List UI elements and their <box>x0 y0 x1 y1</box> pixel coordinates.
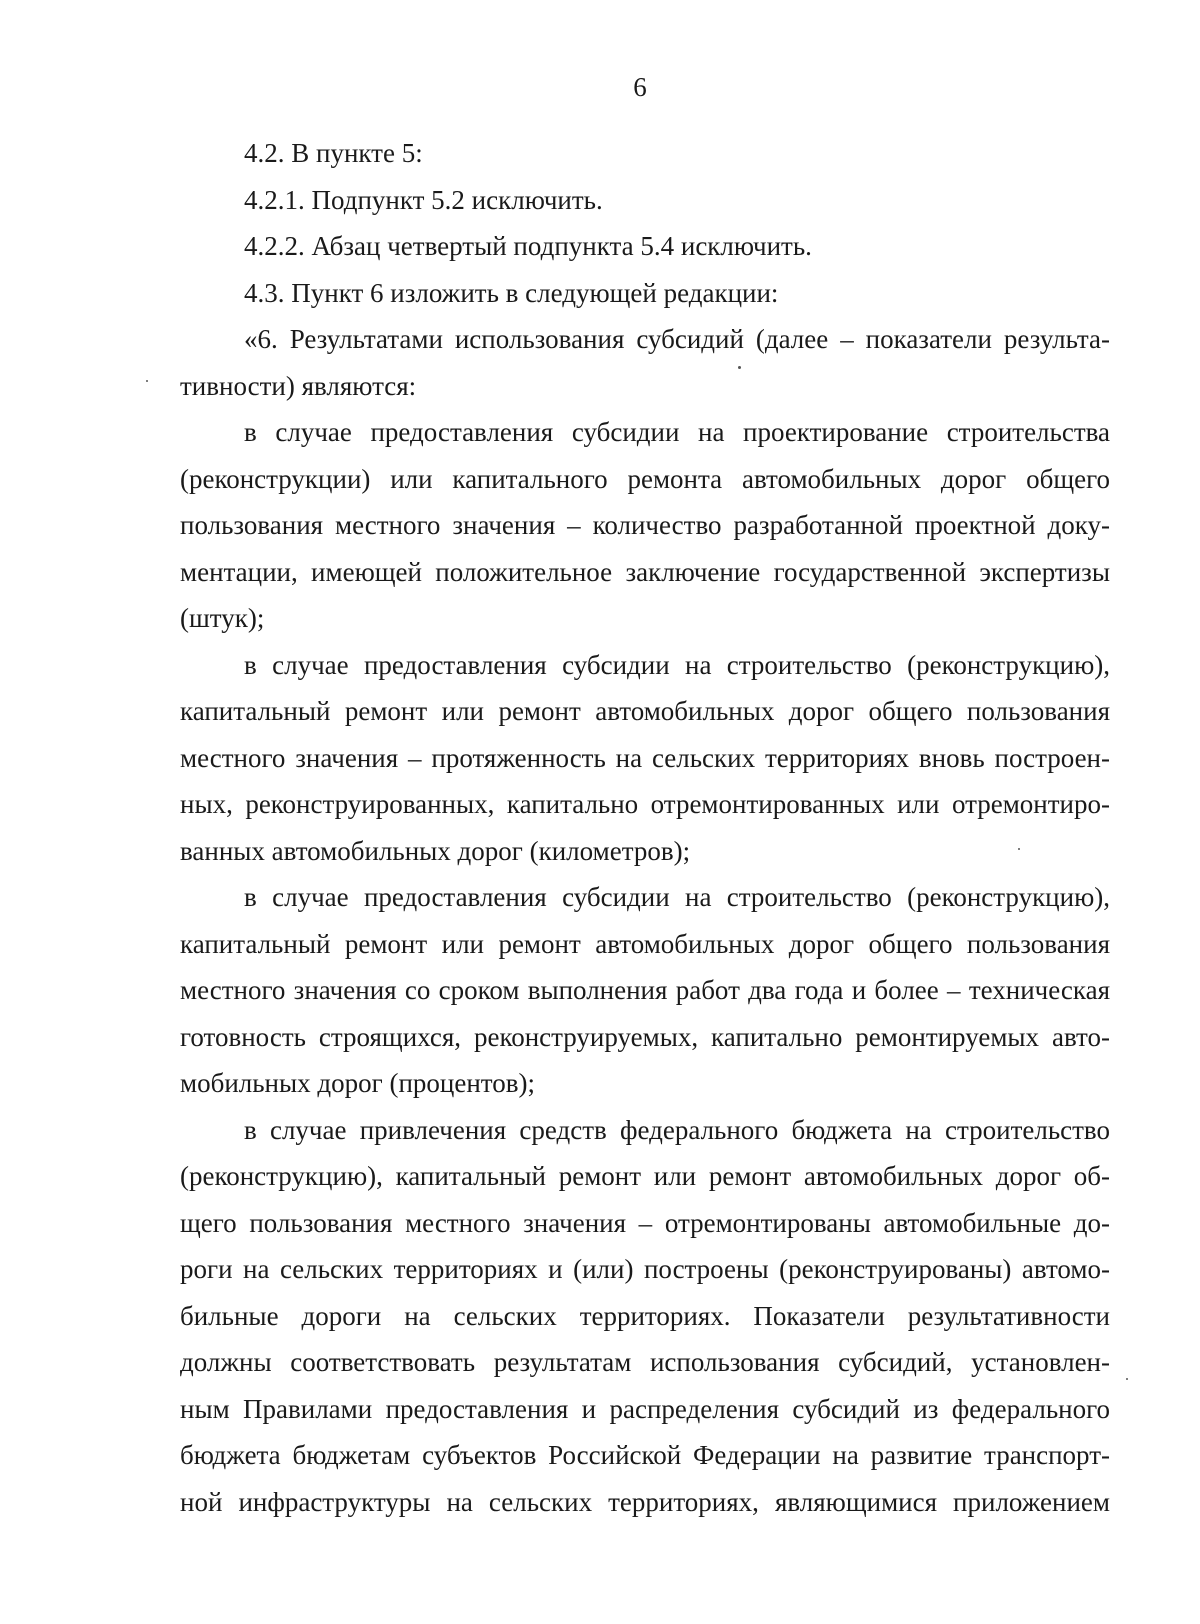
paragraph-4-2-1 <box>180 177 1110 224</box>
text-line: ным Правилами предоставления и распределения субсидий из федерального <box>180 1393 1110 1424</box>
scan-speck <box>1126 1378 1128 1380</box>
text-line: местного значения – протяженность на сельских территориях вновь построен- <box>180 742 1110 773</box>
text-line: в случае предоставления субсидии на строительство (реконструкцию), <box>244 649 1110 680</box>
text-line: в случае привлечения средств федерального бюджета на строительство <box>244 1114 1110 1145</box>
text-line: бильные дороги на сельских территориях. Показатели результативности <box>180 1300 1110 1331</box>
text-line: мобильных дорог (процентов); <box>180 1068 535 1098</box>
paragraph-construction-length-case <box>180 642 1110 875</box>
paragraph-technical-readiness-case <box>180 874 1110 1107</box>
paragraph-4-2-2 <box>180 223 1110 270</box>
paragraph-federal-budget-case <box>180 1107 1110 1526</box>
text-line: бюджета бюджетам субъектов Российской Федерации на развитие транспорт- <box>180 1440 1110 1470</box>
text-line: (реконструкцию), капитальный ремонт или ремонт автомобильных дорог об- <box>180 1161 1110 1191</box>
paragraph-design-case <box>180 409 1110 642</box>
text-line: местного значения со сроком выполнения работ два года и более – техническая <box>180 975 1110 1005</box>
scan-speck <box>1018 848 1020 850</box>
text-line: ванных автомобильных дорог (километров); <box>180 835 691 866</box>
paragraph-clause-6-intro <box>180 316 1110 409</box>
page-number: 6 <box>633 72 647 102</box>
text-line: 4.2. В пункте 5: <box>244 138 423 168</box>
text-line: (реконструкции) или капитального ремонта автомобильных дорог общего <box>180 463 1110 494</box>
text-line: тивности) являются: <box>180 370 417 401</box>
document-body <box>180 130 1110 1525</box>
paragraph-4-3 <box>180 270 1110 317</box>
scan-speck <box>738 366 741 369</box>
text-line: ной инфраструктуры на сельских территориях, являющимися приложением <box>180 1486 1110 1517</box>
text-line: щего пользования местного значения – отремонтированы автомобильные до- <box>180 1207 1110 1238</box>
text-line: капитальный ремонт или ремонт автомобильных дорог общего пользования <box>180 928 1110 959</box>
text-line: должны соответствовать результатам использования субсидий, установлен- <box>180 1347 1110 1377</box>
scan-speck <box>146 380 148 382</box>
text-line: 4.3. Пункт 6 изложить в следующей редакции: <box>244 277 779 308</box>
text-line: «6. Результатами использования субсидий (далее – показатели результа- <box>244 324 1110 354</box>
text-line: (штук); <box>180 603 265 633</box>
text-line: пользования местного значения – количество разработанной проектной доку- <box>180 510 1110 540</box>
text-line: готовность строящихся, реконструируемых, капитально ремонтируемых авто- <box>180 1021 1110 1052</box>
text-line: ных, реконструированных, капитально отремонтированных или отремонтиро- <box>180 789 1110 819</box>
paragraph-4-2 <box>180 130 1110 177</box>
text-line: 4.2.2. Абзац четвертый подпункта 5.4 исключить. <box>244 231 812 261</box>
text-line: в случае предоставления субсидии на проектирование строительства <box>244 417 1110 447</box>
text-line: 4.2.1. Подпункт 5.2 исключить. <box>244 184 603 215</box>
text-line: в случае предоставления субсидии на строительство (реконструкцию), <box>244 882 1110 912</box>
text-line: роги на сельских территориях и (или) построены (реконструированы) автомо- <box>180 1254 1110 1284</box>
text-line: ментации, имеющей положительное заключение государственной экспертизы <box>180 556 1110 587</box>
text-line: капитальный ремонт или ремонт автомобильных дорог общего пользования <box>180 696 1110 726</box>
